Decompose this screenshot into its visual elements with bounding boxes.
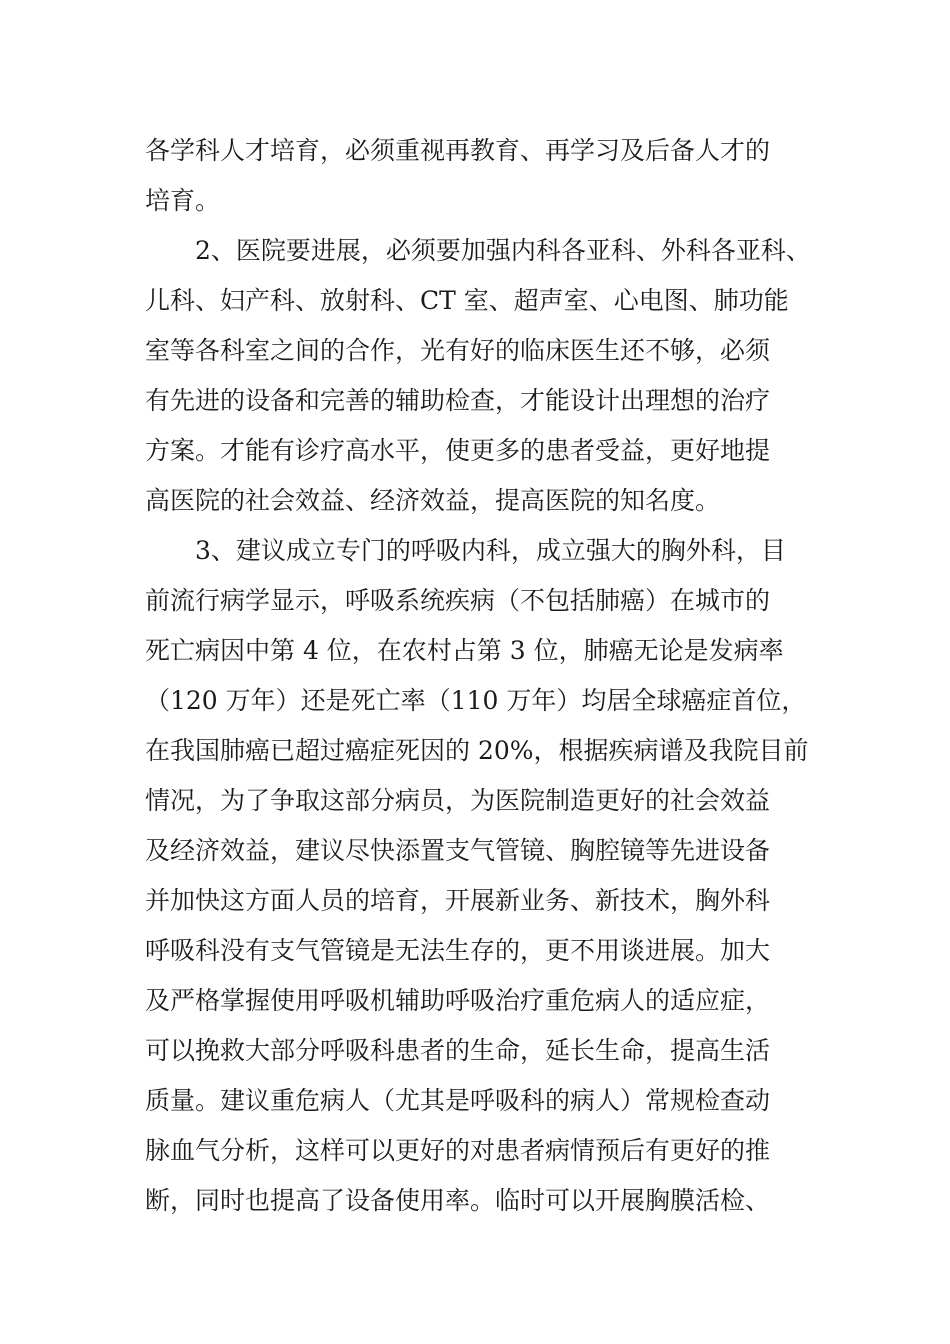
text-line-3: 2、医院要进展，必须要加强内科各亚科、外科各亚科、 <box>195 236 811 265</box>
text-line-4: 儿科、妇产科、放射科、CT 室、超声室、心电图、肺功能 <box>145 286 789 315</box>
text-line-21: 脉血气分析，这样可以更好的对患者病情预后有更好的推 <box>145 1136 771 1165</box>
text-line-17: 呼吸科没有支气管镜是无法生存的，更不用谈进展。加大 <box>145 936 771 965</box>
text-line-22: 断，同时也提高了设备使用率。临时可以开展胸膜活检、 <box>145 1186 771 1215</box>
text-line-15: 及经济效益，建议尽快添置支气管镜、胸腔镜等先进设备 <box>145 836 771 865</box>
text-line-8: 高医院的社会效益、经济效益，提高医院的知名度。 <box>145 486 721 515</box>
text-line-1: 各学科人才培育，必须重视再教育、再学习及后备人才的 <box>145 136 771 165</box>
text-line-6: 有先进的设备和完善的辅助检查，才能设计出理想的治疗 <box>145 386 771 415</box>
text-line-2: 培育。 <box>145 186 221 215</box>
document-body <box>145 126 835 1226</box>
text-line-16: 并加快这方面人员的培育，开展新业务、新技术，胸外科 <box>145 886 771 915</box>
text-line-7: 方案。才能有诊疗高水平，使更多的患者受益，更好地提 <box>145 436 771 465</box>
text-line-14: 情况，为了争取这部分病员，为医院制造更好的社会效益 <box>145 786 771 815</box>
text-line-19: 可以挽救大部分呼吸科患者的生命，延长生命，提高生活 <box>145 1036 771 1065</box>
text-line-12: （120 万年）还是死亡率（110 万年）均居全球癌症首位， <box>145 686 807 715</box>
text-line-20: 质量。建议重危病人（尤其是呼吸科的病人）常规检查动 <box>145 1086 771 1115</box>
text-line-11: 死亡病因中第 4 位，在农村占第 3 位，肺癌无论是发病率 <box>145 636 784 665</box>
text-line-18: 及严格掌握使用呼吸机辅助呼吸治疗重危病人的适应症， <box>145 986 771 1015</box>
text-line-9: 3、建议成立专门的呼吸内科，成立强大的胸外科，目 <box>195 536 786 565</box>
text-line-10: 前流行病学显示，呼吸系统疾病（不包括肺癌）在城市的 <box>145 586 771 615</box>
text-line-13: 在我国肺癌已超过癌症死因的 20%，根据疾病谱及我院目前 <box>145 736 809 765</box>
text-line-5: 室等各科室之间的合作，光有好的临床医生还不够，必须 <box>145 336 771 365</box>
